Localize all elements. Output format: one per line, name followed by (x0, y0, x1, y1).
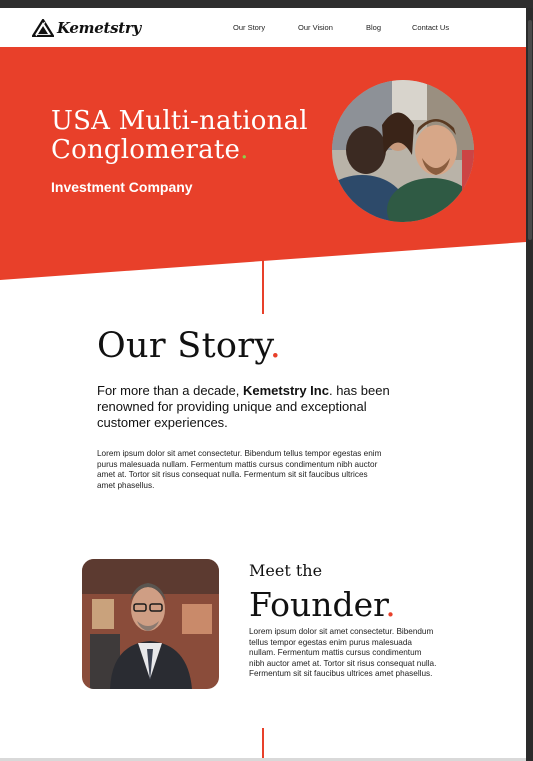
hero-subtitle: Investment Company (51, 179, 193, 195)
page (0, 8, 526, 761)
founder-title: Founder. (249, 585, 396, 624)
story-body: Lorem ipsum dolor sit amet consectetur. Bibendum tellus tempor egestas enim purus malesuada nullam. Fermentum mattis cursus condimentum nibh auctor amet at. Tortor sit risus consequat nulla. Fermentum sit sit faucibus ultrices amet phasellus. (97, 449, 382, 490)
nav-item-contact-us[interactable]: Contact Us (412, 23, 450, 32)
hero-title: USA Multi-national Conglomerate. (51, 106, 308, 165)
browser-top-bar (0, 0, 533, 8)
divider-line (262, 728, 264, 761)
nav-item-our-vision[interactable]: Our Vision (298, 23, 333, 32)
story-lead: For more than a decade, Kemetstry Inc. has been renowned for providing unique and exceptional customer experiences. (97, 383, 390, 430)
logo-mark-icon (32, 19, 54, 37)
story-title: Our Story. (97, 326, 282, 366)
scrollbar-thumb[interactable] (528, 20, 532, 240)
navbar (0, 8, 526, 47)
logo-text: Kemetstry (57, 19, 141, 37)
divider-line (262, 258, 264, 314)
group-selfie-photo (332, 80, 474, 222)
logo[interactable] (32, 17, 141, 39)
nav-item-blog[interactable]: Blog (366, 23, 382, 32)
founder-portrait-photo (82, 559, 219, 689)
founder-kicker: Meet the (249, 561, 323, 580)
hero-section (0, 47, 526, 287)
nav-item-our-story[interactable]: Our Story (233, 23, 266, 32)
founder-body: Lorem ipsum dolor sit amet consectetur. Bibendum tellus tempor egestas enim purus malesuada nullam. Fermentum mattis cursus condimentum nibh auctor amet at. Tortor sit risus consequat nulla. Fermentum sit sit faucibus ultrices amet phasellus. (249, 627, 437, 678)
scrollbar[interactable] (526, 8, 533, 761)
